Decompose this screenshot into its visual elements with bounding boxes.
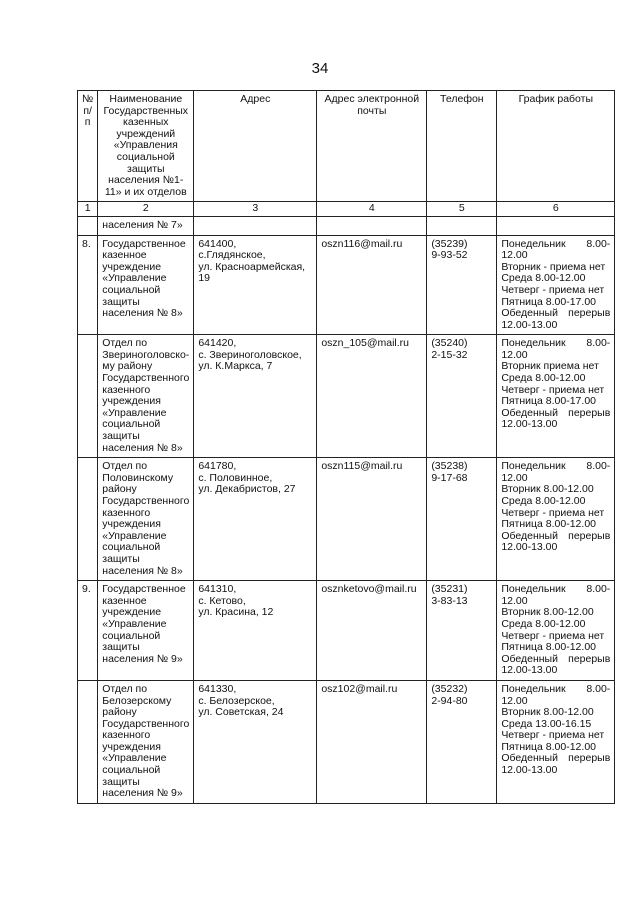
column-number: 1 <box>78 202 98 217</box>
address-cell: 641330, с. Белозерское, ул. Советская, 24 <box>194 680 317 803</box>
continuation-row <box>78 216 615 235</box>
email-cell: oszn115@mail.ru <box>317 458 427 581</box>
column-number-row <box>78 202 615 217</box>
schedule-lunch-time: 12.00-13.00 <box>501 318 558 331</box>
column-number: 2 <box>98 202 194 217</box>
schedule-monday-label: Понедельник <box>501 337 566 350</box>
email-cell: osz102@mail.ru <box>317 680 427 803</box>
schedule-lunch-label-2: перерыв <box>568 652 611 665</box>
schedule-lunch-label: Обеденный <box>501 652 558 665</box>
schedule-monday-time: 8.00- <box>586 460 611 473</box>
schedule-lunch-label-2: перерыв <box>568 307 611 320</box>
schedule-lunch-time: 12.00-13.00 <box>501 541 558 554</box>
phone-cell: (35232) 2-94-80 <box>427 680 497 803</box>
schedule-days: 12.00 Вторник 8.00-12.00 Среда 8.00-12.00 Четверг - приема нет Пятница 8.00-12.00 <box>501 594 605 654</box>
table-row <box>78 235 615 335</box>
email-cell: oszn_105@mail.ru <box>317 335 427 458</box>
header-schedule: График работы <box>497 91 615 202</box>
schedule-cell <box>497 335 615 458</box>
table-header-row <box>78 91 615 202</box>
column-number: 3 <box>194 202 317 217</box>
phone-cell: (35239) 9-93-52 <box>427 235 497 335</box>
schedule-cell <box>497 581 615 681</box>
row-number: 8. <box>78 235 98 335</box>
schedule-monday <box>501 584 610 596</box>
row-number <box>78 335 98 458</box>
schedule-lunch-label-2: перерыв <box>568 752 611 765</box>
header-name: Наименование Государственных казенных учреждений «Управления социальной защиты населения №1- 11» и их отделов <box>98 91 194 202</box>
phone-cell: (35238) 9-17-68 <box>427 458 497 581</box>
schedule-monday-time: 8.00- <box>586 682 611 695</box>
schedule-lunch-label: Обеденный <box>501 307 558 320</box>
table-row <box>78 680 615 803</box>
schedule-lunch-time: 12.00-13.00 <box>501 418 558 431</box>
institution-name: Отдел по Звериноголовско- му району Государственного казенного учреждения «Управление социальной защиты населения № 8» <box>98 335 194 458</box>
schedule-monday-time: 8.00- <box>586 583 611 596</box>
schedule-cell <box>497 680 615 803</box>
address-cell: 641420, с. Звериноголовское, ул. К.Маркса, 7 <box>194 335 317 458</box>
phone-cell: (35231) 3-83-13 <box>427 581 497 681</box>
address-cell: 641310, с. Кетово, ул. Красина, 12 <box>194 581 317 681</box>
column-number: 5 <box>427 202 497 217</box>
institution-name: Отдел по Половинскому району Государственного казенного учреждения «Управление социальной защиты населения № 8» <box>98 458 194 581</box>
column-number: 6 <box>497 202 615 217</box>
schedule-lunch-label-2: перерыв <box>568 406 611 419</box>
header-phone: Телефон <box>427 91 497 202</box>
header-address: Адрес <box>194 91 317 202</box>
schedule-days: 12.00 Вторник - приема нет Среда 8.00-12.00 Четверг - приема нет Пятница 8.00-17.00 <box>501 249 606 308</box>
schedule-monday-time: 8.00- <box>586 237 611 250</box>
table-row <box>78 458 615 581</box>
schedule-monday-time: 8.00- <box>586 337 611 350</box>
schedule-cell <box>497 458 615 581</box>
row-number: 9. <box>78 581 98 681</box>
schedule-lunch <box>501 308 610 320</box>
schedule-days: 12.00 Вторник приема нет Среда 8.00-12.00 Четверг - приема нет Пятница 8.00-17.00 <box>501 348 605 408</box>
schedule-lunch-label: Обеденный <box>501 406 558 419</box>
schedule-lunch-label: Обеденный <box>501 752 558 765</box>
page-number: 34 <box>311 60 329 77</box>
schedule-monday-label: Понедельник <box>501 583 566 596</box>
schedule-monday-label: Понедельник <box>501 460 566 473</box>
institution-name: Отдел по Белозерскому району Государственного казенного учреждения «Управление социальной защиты населения № 9» <box>98 680 194 803</box>
header-number: № п/п <box>78 91 98 202</box>
header-email: Адрес электронной почты <box>317 91 427 202</box>
address-cell: 641400, с.Глядянское, ул. Красноармейская, 19 <box>194 235 317 335</box>
email-cell: oszn116@mail.ru <box>317 235 427 335</box>
table-row <box>78 335 615 458</box>
address-cell: 641780, с. Половинное, ул. Декабристов, 27 <box>194 458 317 581</box>
institutions-table <box>77 90 615 804</box>
schedule-days: 12.00 Вторник 8.00-12.00 Среда 13.00-16.15 Четверг - приема нет Пятница 8.00-12.00 <box>501 694 605 753</box>
continuation-text: населения № 7» <box>98 216 194 235</box>
row-number <box>78 458 98 581</box>
schedule-days: 12.00 Вторник 8.00-12.00 Среда 8.00-12.00 Четверг - приема нет Пятница 8.00-12.00 <box>501 471 605 531</box>
schedule-monday-label: Понедельник <box>501 237 566 250</box>
schedule-cell <box>497 235 615 335</box>
email-cell: osznketovo@mail.ru <box>317 581 427 681</box>
table-row <box>78 581 615 681</box>
schedule-lunch-label: Обеденный <box>501 529 558 542</box>
schedule-monday <box>501 684 610 696</box>
schedule-lunch-time: 12.00-13.00 <box>501 764 558 777</box>
schedule-monday-label: Понедельник <box>501 682 566 695</box>
column-number: 4 <box>317 202 427 217</box>
institution-name: Государственное казенное учреждение «Управление социальной защиты населения № 8» <box>98 235 194 335</box>
phone-cell: (35240) 2-15-32 <box>427 335 497 458</box>
row-number <box>78 680 98 803</box>
institution-name: Государственное казенное учреждение «Управление социальной защиты населения № 9» <box>98 581 194 681</box>
schedule-lunch-time: 12.00-13.00 <box>501 664 558 677</box>
schedule-lunch-label-2: перерыв <box>568 529 611 542</box>
